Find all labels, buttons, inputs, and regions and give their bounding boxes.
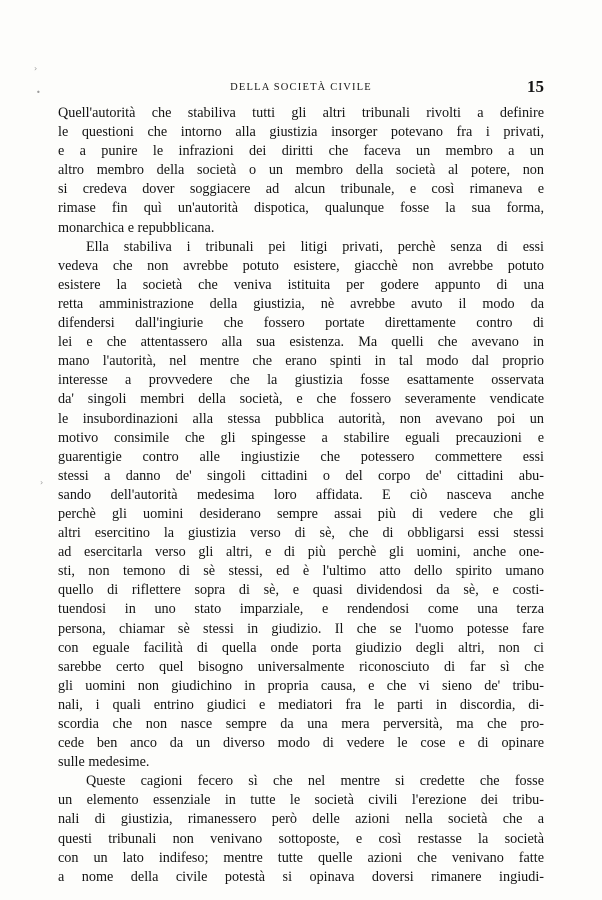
text-line: esistere la società che veniva istituita per godere appunto di una [58,276,544,293]
text-line: vedeva che non avrebbe potuto esistere, giacchè non avrebbe potuto [58,257,544,274]
text-line: perchè gli uomini desiderano sempre assai più di vedere che gli [58,505,544,522]
text-line: ad esercitarla verso gli altri, e di più perchè gli uomini, anche one- [58,544,544,561]
body-text [58,104,544,887]
text-line: monarchica e repubblicana. [58,219,215,236]
text-line: difendersi dall'ingiurie che fossero portate direttamente contro di [58,315,544,332]
text-line: un elemento essenziale in tutte le società civili l'erezione dei tribu- [58,792,544,809]
text-line: le insubordinazioni alla stessa pubblica autorità, non avevano poi un [58,410,544,427]
text-line: quello di riflettere sopra di sè, e quasi dividendosi da sè, e costi- [58,582,544,599]
paragraph [58,104,544,238]
text-line: gli uomini non giudichino in propria causa, e che vi sieno de' tribu- [58,677,544,694]
text-line: e a punire le infrazioni dei diritti che faceva un membro a un [58,143,544,160]
margin-speck-top: › [34,64,38,73]
text-line: da' singoli membri della società, e che fossero severamente vendicate [58,391,544,408]
text-line: con un lato indifeso; mentre tutte quelle azioni che venivano fatte [58,849,544,866]
text-line: altro membro della società o un membro della società al potere, non [58,162,544,179]
text-line: si credeva dover soggiacere ad alcun tribunale, e così rimaneva e [58,181,544,198]
text-line: guarentigie contro alle ingiustizie che potessero commettere essi [58,448,544,465]
text-line: persona, chiamar sè stessi in giudizio. Il che se l'uomo potesse fare [58,620,544,637]
margin-speck-top-2: • [36,88,41,97]
text-line: interesse a provvedere che la giustizia fosse esattamente osservata [58,372,544,389]
text-line: rimase fin quì un'autorità dispotica, qualunque fosse la sua forma, [58,200,544,217]
text-line: le questioni che intorno alla giustizia insorger potevano fra i privati, [58,124,544,141]
text-line: retta amministrazione della giustizia, nè avrebbe avuto il modo da [58,295,544,312]
text-line: questi tribunali non venivano sottoposte, e così restasse la società [58,830,544,847]
text-line: Quell'autorità che stabiliva tutti gli altri tribunali rivolti a definire [58,105,544,121]
paragraph [58,238,544,773]
text-line: mano l'autorità, nel mentre che erano spinti in tal modo dal proprio [58,353,544,370]
text-line: sarebbe certo quel bisogno universalmente riconosciuto di far sì che [58,658,544,675]
text-line: Queste cagioni fecero sì che nel mentre si credette che fosse [86,773,544,790]
text-line: sando dell'autorità medesima loro affidata. E ciò nasceva anche [58,486,544,503]
text-line: cede ben anco da un diverso modo di vedere le cose e di opinare [58,735,544,752]
text-line: altri esercitino la giustizia verso di sè, che di obbligarsi essi stessi [58,525,544,542]
text-line: con eguale facilità di quella onde porta giudizio degli altri, non ci [58,639,544,656]
paragraph [58,772,544,887]
text-line: sti, non temono di sè stessi, ed è l'ultimo atto dello spirito umano [58,563,544,580]
margin-speck-middle: › [40,478,44,487]
text-line: stessi a danno de' singoli cittadini o del corpo de' cittadini abu- [58,467,544,484]
running-title: DELLA SOCIETÀ CIVILE [230,82,372,93]
text-line: nali di giustizia, rimanessero però delle azioni nella società che a [58,811,544,828]
text-line: Ella stabiliva i tribunali pei litigi privati, perchè senza di essi [86,238,544,255]
text-line: scordia che non nasce sempre da una mera perversità, ma che pro- [58,716,544,732]
page-header [58,78,544,98]
text-line: lei e che attentassero alla sua esistenza. Ma quelli che avevano in [58,334,544,351]
text-line: motivo consimile che gli spingesse a stabilire eguali precauzioni e [58,429,544,446]
text-line: tuendosi in uno stato imparziale, e rendendosi come una terza [58,601,544,618]
text-line: sulle medesime. [58,754,150,771]
text-line: nali, i quali entrino giudici e mediatori fra le parti in discordia, di- [58,696,544,713]
page-number: 15 [527,77,544,96]
text-line: a nome della civile potestà si opinava doversi rimanere ingiudi- [58,868,544,885]
